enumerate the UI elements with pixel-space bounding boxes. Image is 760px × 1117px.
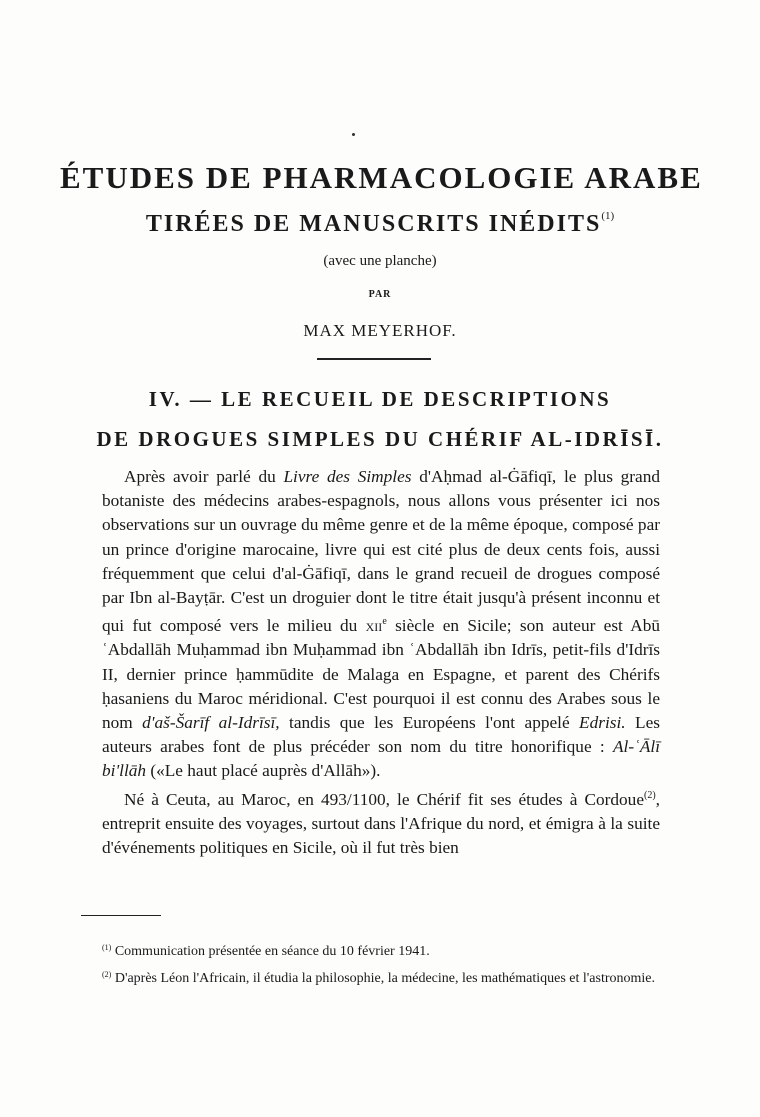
author-name: MAX MEYERHOF. bbox=[303, 321, 457, 340]
article-title-line-1: ÉTUDES DE PHARMACOLOGIE ARABE bbox=[60, 160, 703, 195]
p1-text-a: Après avoir parlé du bbox=[124, 467, 284, 486]
footnote-1 bbox=[102, 937, 660, 964]
paragraph-1 bbox=[102, 465, 660, 784]
p1-text-l: («Le haut placé auprès d'Allāh»). bbox=[146, 761, 381, 781]
footnote-2-text: D'après Léon l'Africain, il étudia la philosophie, la médecine, les mathématiques et l'astronomie. bbox=[111, 970, 656, 986]
p2-text-c: , entreprit ensuite des voyages, surtout dans l'Afrique du nord, et émigra à la suite d'événements politiques en Sicile, où il fut très bien bbox=[102, 789, 660, 858]
title-divider bbox=[317, 358, 431, 360]
p1-italic-title: Al-ʿĀlī bi'llāh bbox=[102, 737, 660, 781]
byline-par: PAR bbox=[368, 289, 392, 300]
footnote-1-marker: (1) bbox=[102, 943, 112, 952]
p1-text-c: d'Aḥmad al-Ġāfiqī, le plus grand botaniste des médecins arabes-espagnols, nous allons vous présenter ici nos observations sur un ouvrage du même genre et de la même époque, composé par un prince d'origine marocaine, livre qui est cité plus de deux cents fois, aussi fréquemment que celui d'al-Ġāfiqī, dans le grand recueil de drogues composé par Ibn al-Bayṭār. C'est un droguier dont le titre était jusqu'à présent inconnu et qui fut composé vers le milieu du bbox=[102, 467, 660, 636]
section-heading-line-2: DE DROGUES SIMPLES DU CHÉRIF AL-IDRĪSĪ. bbox=[96, 427, 664, 451]
p1-italic-book-title: Livre des Simples bbox=[283, 467, 412, 486]
p1-text-f: siècle en Sicile; son auteur est Abū ʿAbdallāh Muḥammad ibn Muḥammad ibn ʿAbdallāh ibn Idrīs, petit-fils d'Idrīs II, dernier prince ḥammūdite de Malaga en Espagne, et parent des Chérifs ḥasaniens du Maroc méridional. C'est pourquoi il est connu des Arabes sous le nom bbox=[102, 616, 660, 733]
p1-century-sup: e bbox=[382, 616, 387, 628]
p2-text-a: Né à Ceuta, au Maroc, en 493/1100, le Chérif fit ses études à Cordoue bbox=[124, 789, 644, 809]
article-title-line-2-text: TIRÉES DE MANUSCRITS INÉDITS bbox=[145, 211, 602, 237]
p1-text-h: tandis que les Européens l'ont appelé bbox=[279, 713, 580, 733]
body-text bbox=[102, 465, 660, 860]
footnote-2 bbox=[102, 964, 660, 991]
p1-text-j: Les auteurs arabes font de plus précéder son nom du titre honorifique : bbox=[102, 713, 660, 757]
article-subtitle: (avec une planche) bbox=[323, 253, 437, 269]
article-title-line-2 bbox=[60, 210, 700, 238]
p1-italic-edrisi: Edrisi. bbox=[579, 713, 626, 733]
footnote-ref-2: (2) bbox=[644, 789, 656, 801]
section-heading-line-1: IV. — LE RECUEIL DE DESCRIPTIONS bbox=[148, 387, 612, 411]
footnote-1-text: Communication présentée en séance du 10 février 1941. bbox=[111, 944, 430, 959]
paragraph-2 bbox=[102, 784, 660, 861]
p1-italic-name: d'aš-Šarīf al-Idrīsī, bbox=[142, 713, 280, 733]
footnote-2-marker: (2) bbox=[102, 969, 112, 979]
p1-century-numeral: xii bbox=[365, 616, 383, 636]
decorative-dot bbox=[352, 133, 355, 136]
footnote-ref-1: (1) bbox=[601, 210, 615, 222]
footnotes bbox=[102, 937, 660, 990]
footnote-divider bbox=[81, 915, 161, 916]
